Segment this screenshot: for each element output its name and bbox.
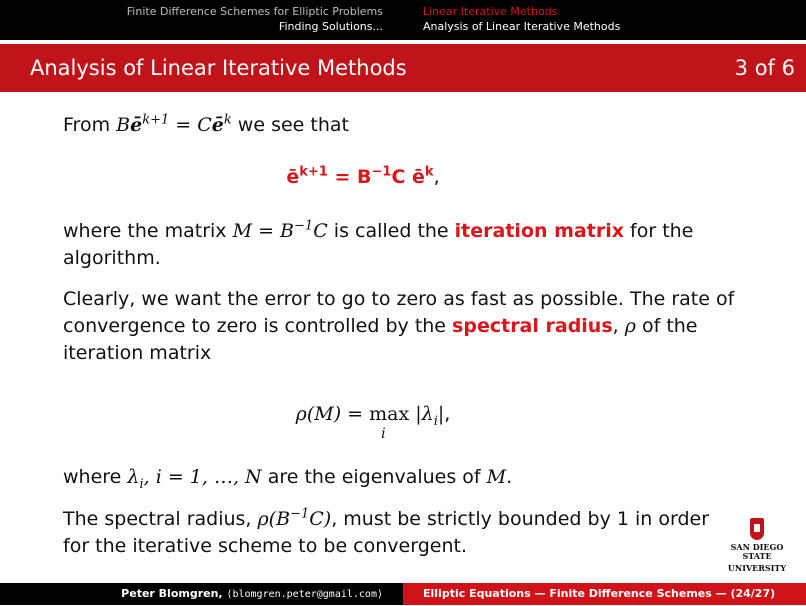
term-iteration-matrix: iteration matrix — [454, 220, 624, 242]
iteration-matrix-definition: where the matrix $M = B^{-1}C$ is called the iteration matrix for the algorithm. — [63, 218, 694, 269]
display-equation-spectral-radius: ρ(M) = max i $|\lambda_i|$, — [295, 403, 451, 442]
footer-title: Elliptic Equations — Finite Difference Schemes — (24/27) — [403, 583, 806, 605]
equation-inline: $Bē^{k+1}$ = $Cē^k$ — [116, 112, 232, 136]
section-title[interactable]: Finite Difference Schemes for Elliptic Problems — [126, 5, 383, 18]
frame-counter: 3 of 6 — [734, 56, 795, 80]
subsection-title[interactable]: Finding Solutions... — [278, 20, 383, 33]
logo-text-line2: UNIVERSITY — [727, 563, 787, 573]
convergence-paragraph: Clearly, we want the error to go to zero as fast as possible. The rate of convergence to zero is controlled by the spectral radius, ρ of the iteration matrix — [63, 288, 735, 364]
spectral-bound-paragraph: The spectral radius, $\rho(B^{-1}C)$, must be strictly bounded by 1 in order for the iterative scheme to be convergent. — [63, 506, 710, 557]
term-spectral-radius: spectral radius — [452, 315, 613, 337]
display-equation-error: $ē^{k+1} = B^{-1}C$ $ē^k$, — [286, 164, 440, 188]
author-email: ⟨blomgren.peter@gmail.com⟩ — [226, 589, 383, 600]
footer-bar — [0, 583, 806, 605]
intro-sentence: From $Bē^{k+1}$ = $Cē^k$ we see that — [63, 112, 349, 136]
current-section-title[interactable]: Linear Iterative Methods — [423, 5, 558, 18]
top-navigation-bar — [0, 0, 806, 40]
university-logo — [717, 518, 797, 578]
slide-title: Analysis of Linear Iterative Methods — [30, 56, 407, 80]
current-subsection-title[interactable]: Analysis of Linear Iterative Methods — [423, 20, 621, 33]
current-section-nav[interactable] — [403, 0, 806, 40]
eigenvalues-sentence: where $\lambda_i$, i = 1, …, N are the eigenvalues of M. — [63, 466, 513, 492]
logo-text-line1: SAN DIEGO STATE — [730, 542, 784, 561]
footer-author: Peter Blomgren, ⟨blomgren.peter@gmail.com⟩ — [0, 583, 403, 605]
shield-icon — [750, 518, 764, 540]
slide-title-bar — [0, 44, 806, 92]
section-nav[interactable] — [0, 0, 403, 40]
